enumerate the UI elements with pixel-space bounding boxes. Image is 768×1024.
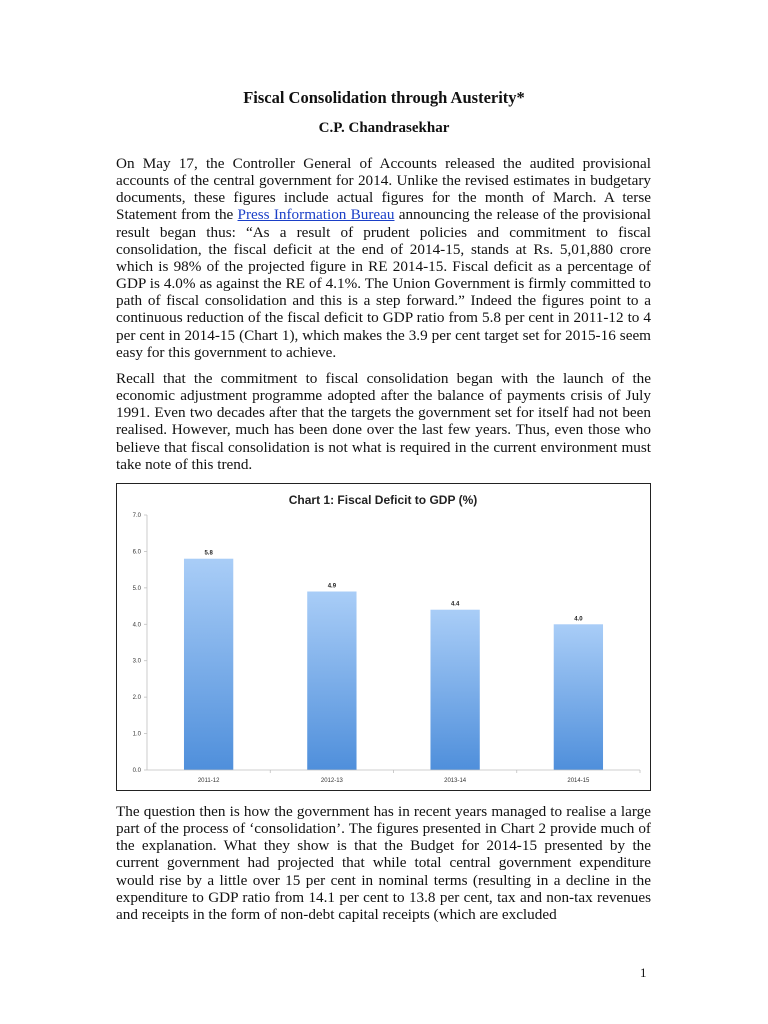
y-tick-label: 1.0 [132, 731, 141, 738]
y-tick-label: 2.0 [132, 695, 141, 702]
x-category-label: 2012-13 [320, 778, 343, 784]
x-category-label: 2014-15 [567, 778, 590, 784]
bar-2011-12 [184, 559, 233, 770]
y-tick-label: 6.0 [132, 549, 141, 556]
bar-2012-13 [307, 592, 356, 771]
document-title: Fiscal Consolidation through Austerity* [243, 88, 525, 107]
paragraph-2: Recall that the commitment to fiscal consolidation began with the launch of the economic adjustment programme adopted after the balance of payments crisis of July 1991. Even two decades after that the targets the government set for itself had not been realised. However, much has been done over the last few years. Thus, even those who believe that fiscal consolidation is not what is required in the current environment must take note of this trend. [116, 370, 651, 473]
bars [184, 551, 603, 770]
bar-2013-14 [430, 610, 479, 770]
y-tick-label: 0.0 [132, 768, 141, 774]
x-category-label: 2013-14 [444, 778, 467, 784]
y-tick-label: 3.0 [132, 658, 141, 665]
bar-chart [117, 484, 650, 790]
press-information-bureau-link[interactable]: Press Information Bureau [237, 206, 395, 224]
bar-2014-15 [554, 624, 603, 770]
paragraph-1-text-after-link: announcing the release of the provisional result began thus: “As a result of prudent policies and commitment to fiscal consolidation, the fiscal deficit at the end of 2014-15, stands at Rs. 5,01,880 crore which is 98% of the projected figure in RE 2014-15. Fiscal deficit as a percentage of GDP is 4.0% as against the RE of 4.1%. The Union Government is firmly committed to path of fiscal consolidation and this is a step forward.” Indeed the figures point to a continuous reduction of the fiscal deficit to GDP ratio from 5.8 per cent in 2011-12 to 4 per cent in 2014-15 (Chart 1), which makes the 3.9 per cent target set for 2015-16 seem easy for this government to achieve. [116, 206, 652, 361]
x-category-label: 2011-12 [197, 778, 220, 784]
bar-value-label: 5.8 [204, 550, 213, 557]
y-tick-label: 4.0 [132, 622, 141, 629]
paragraph-1-text-before-link: On May 17, the Controller General of Accounts released the audited provisional accounts of the central government for 2014. Unlike the revised estimates in budgetary documents, these figures include actual figures for the month of March. A terse Statement from the [116, 155, 651, 224]
x-axis [147, 770, 640, 784]
bar-value-label: 4.4 [450, 601, 460, 608]
y-tick-label: 7.0 [132, 513, 141, 519]
chart-title: Chart 1: Fiscal Deficit to GDP (%) [288, 493, 478, 507]
page-number: 1 [640, 965, 647, 980]
bar-value-label: 4.9 [327, 583, 337, 590]
document-author: C.P. Chandrasekhar [318, 120, 450, 136]
bar-value-label: 4.0 [574, 616, 583, 623]
chart-1-fiscal-deficit [116, 483, 651, 791]
paragraph-1 [116, 155, 651, 361]
y-axis [133, 513, 147, 774]
y-tick-label: 5.0 [132, 585, 141, 592]
paragraph-3: The question then is how the government has in recent years managed to realise a large part of the process of ‘consolidation’. The figures presented in Chart 2 provide much of the explanation. What they show is that the Budget for 2014-15 presented by the current government had projected that while total central government expenditure would rise by a little over 15 per cent in nominal terms (resulting in a decline in the expenditure to GDP ratio from 14.1 per cent to 13.8 per cent, tax and non-tax revenues and receipts in the form of non-debt capital receipts (which are excluded [116, 803, 651, 923]
